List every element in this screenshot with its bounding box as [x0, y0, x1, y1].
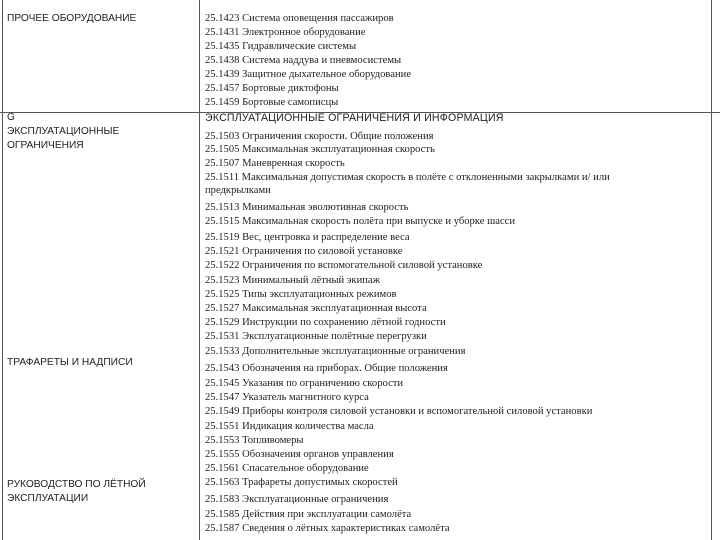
list-item: 25.1503 Ограничения скорости. Общие положения	[205, 131, 434, 142]
list-item: 25.1551 Индикация количества масла	[205, 421, 374, 432]
right-border	[711, 0, 712, 540]
heading-line: ОГРАНИЧЕНИЯ	[7, 140, 84, 151]
list-item: 25.1507 Маневренная скорость	[205, 158, 345, 169]
list-item: 25.1523 Минимальный лётный экипаж	[205, 275, 380, 286]
heading-line: РУКОВОДСТВО ПО ЛЁТНОЙ	[7, 479, 146, 490]
list-item: 25.1457 Бортовые диктофоны	[205, 83, 339, 94]
heading-line: ЭКСПЛУАТАЦИОННЫЕ	[7, 126, 120, 137]
list-item: 25.1459 Бортовые самописцы	[205, 97, 339, 108]
list-item: 25.1563 Трафареты допустимых скоростей	[205, 477, 398, 488]
list-item: 25.1545 Указания по ограничению скорости	[205, 378, 404, 389]
left-border	[2, 0, 3, 540]
section-heading-placards-markings	[7, 356, 192, 370]
list-item: 25.1527 Максимальная эксплуатационная высота	[205, 303, 427, 314]
list-item: 25.1513 Минимальная эволютивная скорость	[205, 202, 409, 213]
list-item: 25.1511 Максимальная допустимая скорость в полёте с отклоненными закрылками и/ или	[205, 172, 610, 183]
list-item: 25.1549 Приборы контроля силовой установки и вспомогательной силовой установки	[205, 406, 593, 417]
column-divider	[199, 0, 200, 540]
heading-line: G	[7, 112, 15, 123]
list-item: 25.1531 Эксплуатационные полётные перегрузки	[205, 331, 427, 342]
section-heading-flight-manual	[7, 478, 192, 506]
list-item: 25.1435 Гидравлические системы	[205, 41, 357, 52]
list-item: 25.1515 Максимальная скорость полёта при выпуске и уборке шасси	[205, 216, 516, 227]
section-title: ЭКСПЛУАТАЦИОННЫЕ ОГРАНИЧЕНИЯ И ИНФОРМАЦИЯ	[205, 112, 504, 124]
heading-line: ПРОЧЕЕ ОБОРУДОВАНИЕ	[7, 13, 137, 24]
section-heading-other-equipment	[7, 12, 192, 26]
list-item: 25.1529 Инструкции по сохранению лётной годности	[205, 317, 446, 328]
list-item: 25.1525 Типы эксплуатационных режимов	[205, 289, 397, 300]
list-item: 25.1521 Ограничения по силовой установке	[205, 246, 403, 257]
list-item: 25.1583 Эксплуатационные ограничения	[205, 494, 389, 505]
list-item: 25.1519 Вес, центровка и распределение веса	[205, 232, 410, 243]
list-item: 25.1547 Указатель магнитного курса	[205, 392, 369, 403]
list-item: 25.1438 Система наддува и пневмосистемы	[205, 55, 402, 66]
list-item: 25.1423 Система оповещения пассажиров	[205, 13, 394, 24]
list-item: 25.1553 Топливомеры	[205, 435, 304, 446]
list-item: 25.1561 Спасательное оборудование	[205, 463, 369, 474]
section-heading-operating-limitations	[7, 111, 192, 153]
list-item: 25.1585 Действия при эксплуатации самолёта	[205, 509, 412, 520]
list-item: 25.1587 Сведения о лётных характеристиках самолёта	[205, 523, 450, 534]
heading-line: ТРАФАРЕТЫ И НАДПИСИ	[7, 357, 133, 368]
list-item: 25.1543 Обозначения на приборах. Общие положения	[205, 363, 448, 374]
list-item: 25.1431 Электронное оборудование	[205, 27, 366, 38]
list-item: 25.1439 Защитное дыхательное оборудование	[205, 69, 412, 80]
list-item: 25.1533 Дополнительные эксплуатационные ограничения	[205, 346, 466, 357]
list-item: 25.1555 Обозначения органов управления	[205, 449, 394, 460]
list-item: 25.1522 Ограничения по вспомогательной силовой установке	[205, 260, 483, 271]
heading-line: ЭКСПЛУАТАЦИИ	[7, 493, 89, 504]
list-item: предкрылками	[205, 185, 271, 196]
list-item: 25.1505 Максимальная эксплуатационная скорость	[205, 144, 435, 155]
